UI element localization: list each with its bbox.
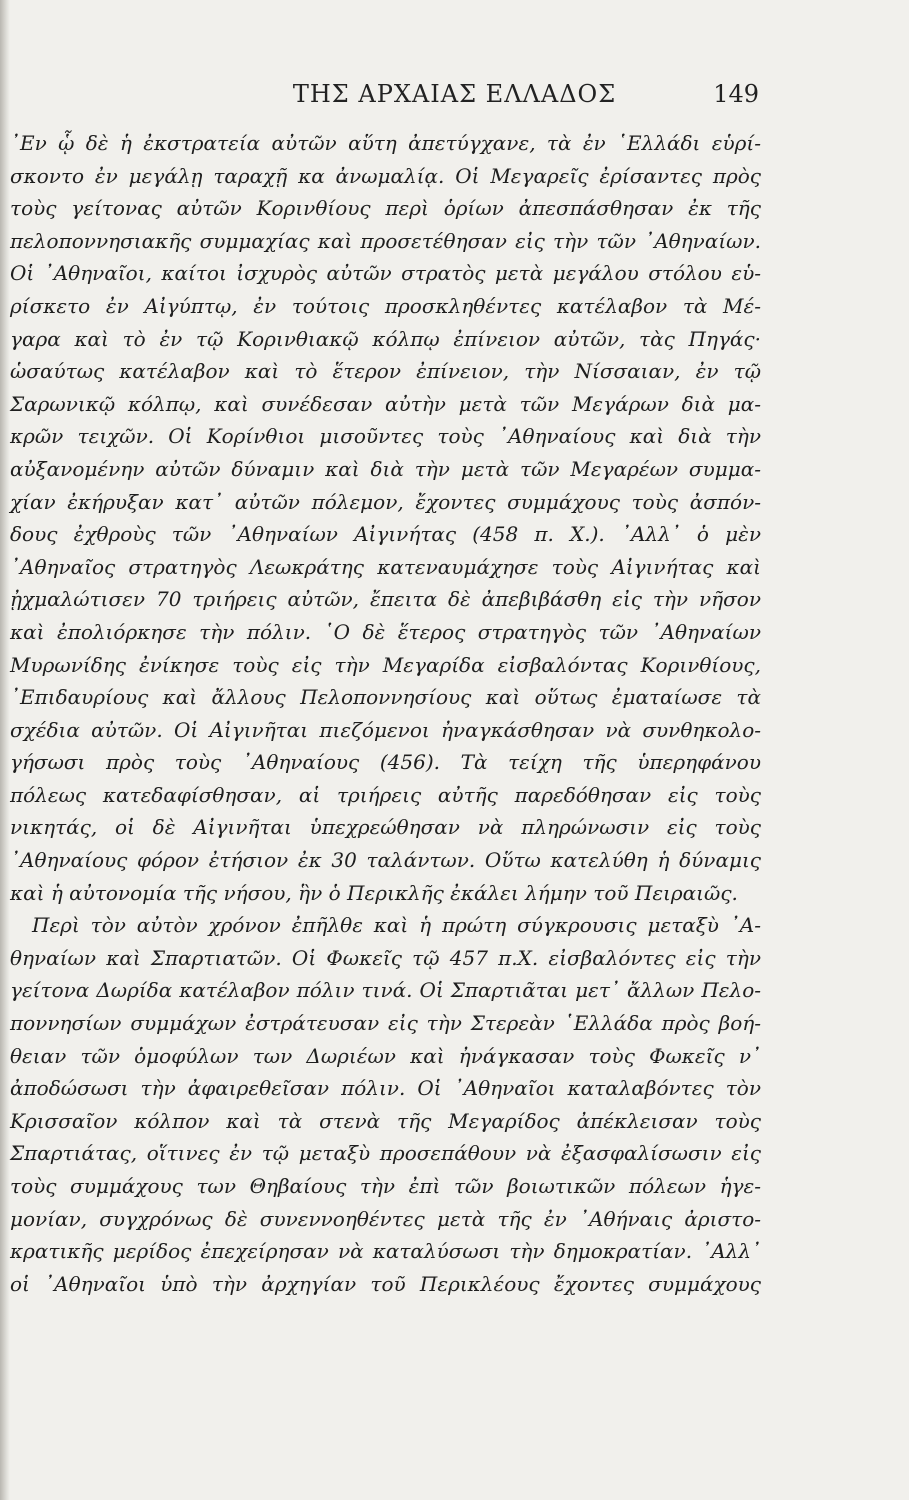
text-line: ᾿Αθηναίους φόρον ἐτήσιον ἐκ 30 ταλάντων. Οὕτω κατελύθη ἡ δύναμις	[10, 848, 761, 873]
text-line: ποννησίων συμμάχων ἐστράτευσαν εἰς τὴν Στερεὰν ῾Ελλάδα πρὸς βοή-	[10, 1011, 761, 1036]
text-line: καὶ ἐπολιόρκησε τὴν πόλιν. ῾Ο δὲ ἕτερος στρατηγὸς τῶν ᾿Αθηναίων	[10, 619, 761, 644]
text-line: αὐξανομένην αὐτῶν δύναμιν καὶ διὰ τὴν μετὰ τῶν Μεγαρέων συμμα-	[10, 456, 761, 481]
text-line: γήσωσι πρὸς τοὺς ᾿Αθηναίους (456). Τὰ τείχη τῆς ὑπερηφάνου	[10, 750, 761, 775]
text-line: καὶ ἡ αὐτονομία τῆς νήσου, ἣν ὁ Περικλῆς ἐκάλει λήμην τοῦ Πειραιῶς.	[10, 880, 738, 905]
running-header	[0, 80, 909, 114]
text-line: Οἱ ᾿Αθηναῖοι, καίτοι ἰσχυρὸς αὐτῶν στρατὸς μετὰ μεγάλου στόλου εὑ-	[10, 261, 761, 286]
text-line: τοὺς γείτονας αὐτῶν Κορινθίους περὶ ὁρίων ἀπεσπάσθησαν ἐκ τῆς	[10, 196, 761, 221]
text-line: νικητάς, οἱ δὲ Αἰγινῆται ὑπεχρεώθησαν νὰ πληρώνωσιν εἰς τοὺς	[10, 815, 761, 840]
text-line: γαρα καὶ τὸ ἐν τῷ Κορινθιακῷ κόλπῳ ἐπίνειον αὐτῶν, τὰς Πηγάς·	[10, 326, 761, 351]
text-line: οἱ ᾿Αθηναῖοι ὑπὸ τὴν ἀρχηγίαν τοῦ Περικλέους ἔχοντες συμμάχους	[10, 1271, 761, 1296]
text-line: Περὶ τὸν αὐτὸν χρόνον ἐπῆλθε καὶ ἡ πρώτη σύγκρουσις μεταξὺ ᾿Α-	[32, 913, 761, 938]
text-line: πελοποννησιακῆς συμμαχίας καὶ προσετέθησαν εἰς τὴν τῶν ᾿Αθηναίων.	[10, 228, 761, 253]
text-line: κρατικῆς μερίδος ἐπεχείρησαν νὰ καταλύσωσι τὴν δημοκρατίαν. ᾿Αλλ᾿	[10, 1239, 761, 1264]
running-title: ΤΗΣ ΑΡΧΑΙΑΣ ΕΛΛΑΔΟΣ	[292, 80, 617, 108]
paragraph-1	[10, 127, 761, 909]
body-text	[10, 127, 761, 1300]
text-line: κρῶν τειχῶν. Οἱ Κορίνθιοι μισοῦντες τοὺς ᾿Αθηναίους καὶ διὰ τὴν	[10, 424, 761, 449]
text-line: πόλεως κατεδαφίσθησαν, αἱ τριήρεις αὐτῆς παρεδόθησαν εἰς τοὺς	[10, 782, 761, 807]
page-number: 149	[713, 80, 759, 108]
text-line: ἀποδώσωσι τὴν ἀφαιρεθεῖσαν πόλιν. Οἱ ᾿Αθηναῖοι καταλαβόντες τὸν	[10, 1076, 761, 1101]
text-line: μονίαν, συγχρόνως δὲ συνεννοηθέντες μετὰ τῆς ἐν ᾿Αθήναις ἀριστο-	[10, 1206, 761, 1231]
text-line: ᾿Εν ᾧ δὲ ἡ ἐκστρατεία αὐτῶν αὕτη ἀπετύγχανε, τὰ ἐν ῾Ελλάδι εὑρί-	[10, 131, 761, 155]
text-line: σχέδια αὐτῶν. Οἱ Αἰγινῆται πιεζόμενοι ἠναγκάσθησαν νὰ συνθηκολο-	[10, 717, 761, 742]
text-line: σκοντο ἐν μεγάλῃ ταραχῇ κα ἀνωμαλίᾳ. Οἱ Μεγαρεῖς ἐρίσαντες πρὸς	[10, 163, 761, 188]
text-line: Μυρωνίδης ἐνίκησε τοὺς εἰς τὴν Μεγαρίδα εἰσβαλόντας Κορινθίους,	[10, 652, 761, 677]
text-line: γείτονα Δωρίδα κατέλαβον πόλιν τινά. Οἱ Σπαρτιᾶται μετ᾿ ἄλλων Πελο-	[10, 978, 761, 1003]
text-line: Σαρωνικῷ κόλπῳ, καὶ συνέδεσαν αὐτὴν μετὰ τῶν Μεγάρων διὰ μα-	[10, 391, 761, 416]
text-line: χίαν ἐκήρυξαν κατ᾿ αὐτῶν πόλεμον, ἔχοντες συμμάχους τοὺς ἀσπόν-	[10, 489, 761, 514]
text-line: ᾿Αθηναῖος στρατηγὸς Λεωκράτης κατεναυμάχησε τοὺς Αἰγινήτας καὶ	[10, 554, 761, 579]
text-line: Κρισσαῖον κόλπον καὶ τὰ στενὰ τῆς Μεγαρίδος ἀπέκλεισαν τοὺς	[10, 1108, 761, 1133]
text-line: τοὺς συμμάχους των Θηβαίους τὴν ἐπὶ τῶν βοιωτικῶν πόλεων ἡγε-	[10, 1174, 761, 1198]
text-line: ᾿Επιδαυρίους καὶ ἄλλους Πελοποννησίους καὶ οὕτως ἐματαίωσε τὰ	[10, 685, 761, 710]
text-line: ρίσκετο ἐν Αἰγύπτῳ, ἐν τούτοις προσκληθέντες κατέλαβον τὰ Μέ-	[10, 293, 761, 318]
text-line: Σπαρτιάτας, οἵτινες ἐν τῷ μεταξὺ προσεπάθουν νὰ ἐξασφαλίσωσιν εἰς	[10, 1141, 761, 1166]
text-line: ᾐχμαλώτισεν 70 τριήρεις αὐτῶν, ἔπειτα δὲ ἀπεβιβάσθη εἰς τὴν νῆσον	[10, 587, 761, 612]
binding-edge	[0, 0, 10, 1500]
paragraph-2	[10, 909, 761, 1300]
text-line: ὡσαύτως κατέλαβον καὶ τὸ ἕτερον ἐπίνειον, τὴν Νίσσαιαν, ἐν τῷ	[10, 359, 761, 384]
text-line: θηναίων καὶ Σπαρτιατῶν. Οἱ Φωκεῖς τῷ 457 π.Χ. εἰσβαλόντες εἰς τὴν	[10, 945, 761, 970]
text-line: θειαν τῶν ὁμοφύλων των Δωριέων καὶ ἠνάγκασαν τοὺς Φωκεῖς ν᾿	[10, 1043, 761, 1068]
text-line: δους ἐχθροὺς τῶν ᾿Αθηναίων Αἰγινήτας (458 π. Χ.). ᾿Αλλ᾿ ὁ μὲν	[10, 522, 761, 547]
